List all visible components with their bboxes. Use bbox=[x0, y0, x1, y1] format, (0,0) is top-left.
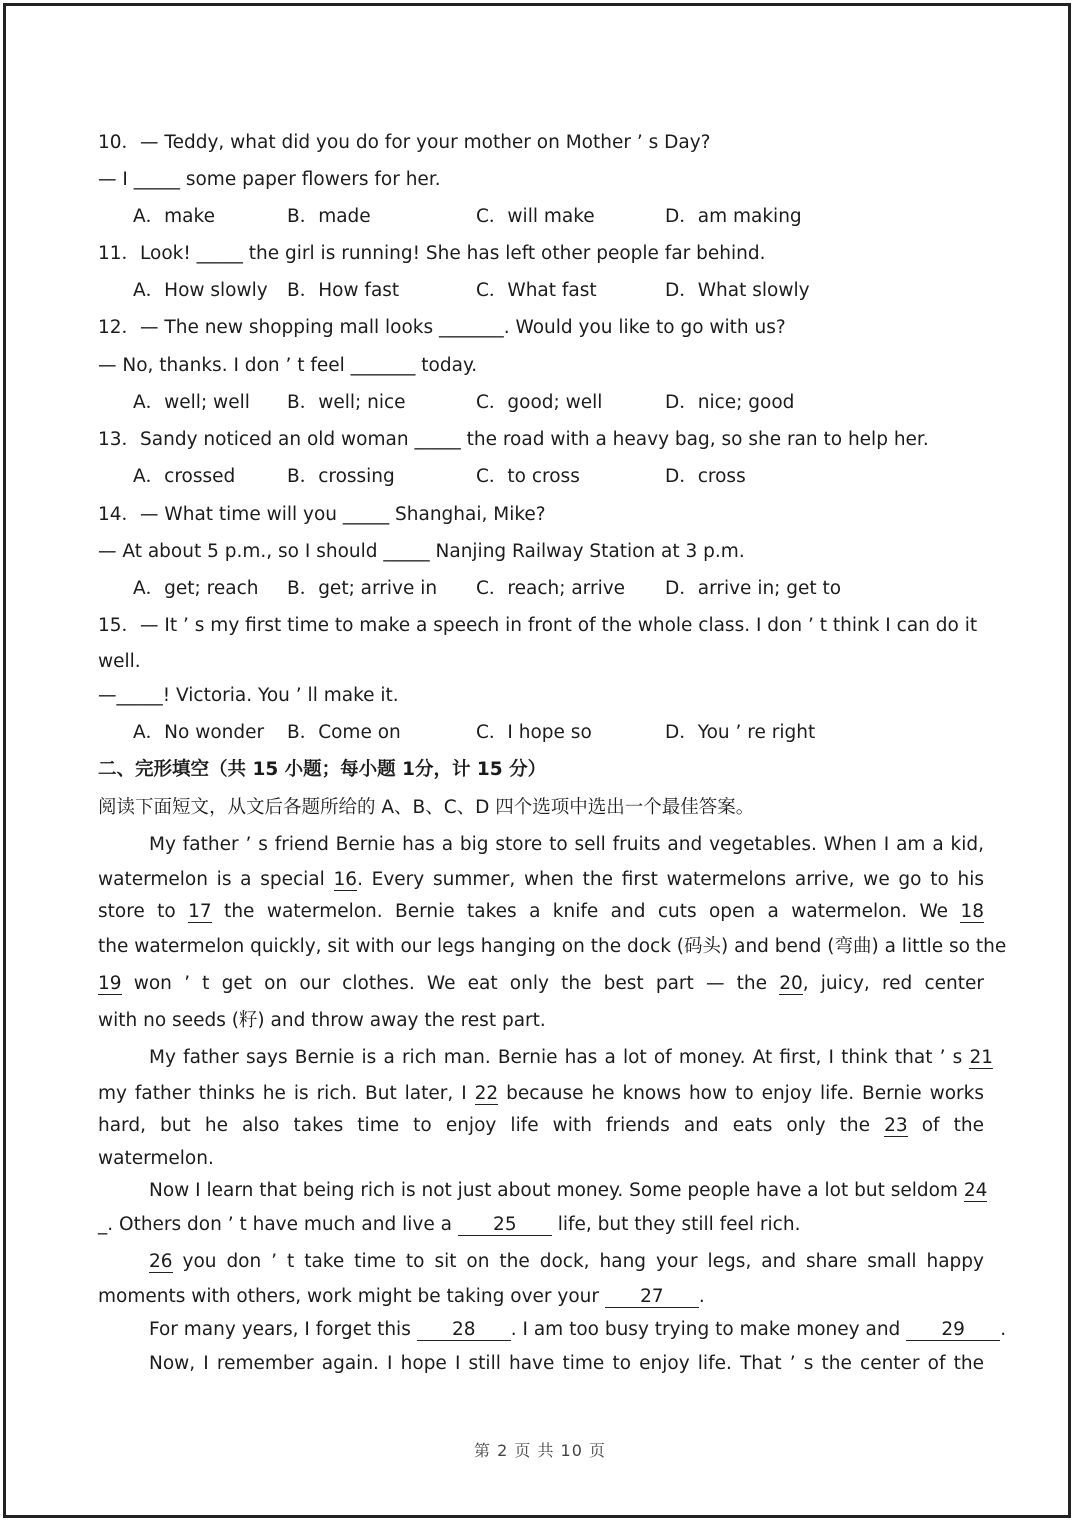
passage-line: moments with others, work might be taking over your 27 . bbox=[98, 1286, 705, 1307]
blank-24[interactable]: 24 bbox=[963, 1180, 988, 1201]
q12-option-b: B．well; nice bbox=[287, 392, 406, 413]
q10-option-c: C．will make bbox=[476, 206, 595, 227]
passage-line: hard, but he also takes time to enjoy life with friends and eats only the 23 of the bbox=[98, 1115, 985, 1136]
q10-stem: 10．— Teddy, what did you do for your mother on Mother ’ s Day? bbox=[98, 132, 711, 153]
passage-line: watermelon. bbox=[98, 1148, 214, 1169]
passage-line: 19 won ’ t get on our clothes. We eat only the best part — the 20, juicy, red center bbox=[98, 973, 984, 994]
passage-line: the watermelon quickly, sit with our legs hanging on the dock (码头) and bend (弯曲) a little so the bbox=[98, 936, 1007, 957]
passage-line: _. Others don ’ t have much and live a 25 life, but they still feel rich. bbox=[98, 1214, 801, 1235]
passage-line: 26 you don ’ t take time to sit on the dock, hang your legs, and share small happy bbox=[149, 1251, 984, 1272]
q11-option-d: D．What slowly bbox=[665, 280, 810, 301]
blank-27[interactable]: 27 bbox=[605, 1287, 699, 1308]
q10-option-b: B．made bbox=[287, 206, 371, 227]
blank-29[interactable]: 29 bbox=[906, 1320, 1000, 1341]
q14-stem: 14．— What time will you _____ Shanghai, Mike? bbox=[98, 504, 546, 525]
q14-reply: — At about 5 p.m., so I should _____ Nanjing Railway Station at 3 p.m. bbox=[98, 541, 745, 562]
section-title: 二、完形填空（共 15 小题；每小题 1分，计 15 分） bbox=[98, 759, 547, 780]
blank-28[interactable]: 28 bbox=[417, 1320, 511, 1341]
q15-stem-line2: well. bbox=[98, 651, 141, 672]
q12-stem: 12．— The new shopping mall looks _______. Would you like to go with us? bbox=[98, 317, 786, 338]
blank-26[interactable]: 26 bbox=[149, 1251, 173, 1272]
q10-option-a: A．make bbox=[133, 206, 215, 227]
blank-23[interactable]: 23 bbox=[884, 1115, 908, 1136]
q10-option-d: D．am making bbox=[665, 206, 802, 227]
passage-line: my father thinks he is rich. But later, I 22 because he knows how to enjoy life. Bernie works bbox=[98, 1083, 984, 1104]
q11-stem: 11．Look! _____ the girl is running! She has left other people far behind. bbox=[98, 243, 766, 264]
q12-option-a: A．well; well bbox=[133, 392, 250, 413]
q15-option-c: C．I hope so bbox=[476, 722, 592, 743]
blank-17[interactable]: 17 bbox=[188, 901, 212, 922]
passage-line: store to 17 the watermelon. Bernie takes a knife and cuts open a watermelon. We 18 bbox=[98, 901, 985, 922]
passage-line: My father says Bernie is a rich man. Bernie has a lot of money. At first, I think that ’ s 21 bbox=[149, 1047, 993, 1068]
q15-stem-line1: 15．— It ’ s my first time to make a speech in front of the whole class. I don ’ t think I can do it bbox=[98, 615, 978, 636]
blank-25[interactable]: 25 bbox=[458, 1215, 552, 1236]
q12-reply: — No, thanks. I don ’ t feel _______ today. bbox=[98, 355, 478, 376]
section-instruction: 阅读下面短文，从文后各题所给的 A、B、C、D 四个选项中选出一个最佳答案。 bbox=[98, 797, 755, 818]
q14-option-a: A．get; reach bbox=[133, 578, 259, 599]
q12-option-d: D．nice; good bbox=[665, 392, 795, 413]
q15-option-b: B．Come on bbox=[287, 722, 401, 743]
blank-19[interactable]: 19 bbox=[98, 973, 122, 994]
q15-option-a: A．No wonder bbox=[133, 722, 265, 743]
passage-line: watermelon is a special 16. Every summer, when the first watermelons arrive, we go to his bbox=[98, 869, 984, 890]
passage-line: Now I learn that being rich is not just about money. Some people have a lot but seldom 24 bbox=[149, 1180, 988, 1201]
q13-option-c: C．to cross bbox=[476, 466, 580, 487]
page-number-footer: 第 2 页 共 10 页 bbox=[474, 1441, 606, 1460]
blank-22[interactable]: 22 bbox=[474, 1083, 499, 1104]
q11-option-a: A．How slowly bbox=[133, 280, 268, 301]
q14-option-c: C．reach; arrive bbox=[476, 578, 626, 599]
q10-reply: — I _____ some paper flowers for her. bbox=[98, 169, 441, 190]
q13-option-d: D．cross bbox=[665, 466, 746, 487]
q15-option-d: D．You ’ re right bbox=[665, 722, 816, 743]
q11-option-c: C．What fast bbox=[476, 280, 597, 301]
q13-stem: 13．Sandy noticed an old woman _____ the road with a heavy bag, so she ran to help her. bbox=[98, 429, 929, 450]
q13-option-b: B．crossing bbox=[287, 466, 395, 487]
q14-option-d: D．arrive in; get to bbox=[665, 578, 842, 599]
blank-21[interactable]: 21 bbox=[969, 1047, 993, 1068]
passage-line: with no seeds (籽) and throw away the rest part. bbox=[98, 1010, 546, 1031]
q13-option-a: A．crossed bbox=[133, 466, 236, 487]
blank-20[interactable]: 20 bbox=[779, 973, 803, 994]
blank-16[interactable]: 16 bbox=[333, 869, 358, 890]
blank-18[interactable]: 18 bbox=[960, 901, 985, 922]
q14-option-b: B．get; arrive in bbox=[287, 578, 438, 599]
q11-option-b: B．How fast bbox=[287, 280, 400, 301]
q12-option-c: C．good; well bbox=[476, 392, 603, 413]
passage-line: For many years, I forget this 28 . I am too busy trying to make money and 29 . bbox=[149, 1319, 1007, 1340]
q15-reply: —_____! Victoria. You ’ ll make it. bbox=[98, 685, 399, 706]
passage-line: My father ’ s friend Bernie has a big store to sell fruits and vegetables. When I am a kid, bbox=[149, 834, 984, 855]
passage-line: Now, I remember again. I hope I still have time to enjoy life. That ’ s the center of the bbox=[149, 1353, 984, 1374]
